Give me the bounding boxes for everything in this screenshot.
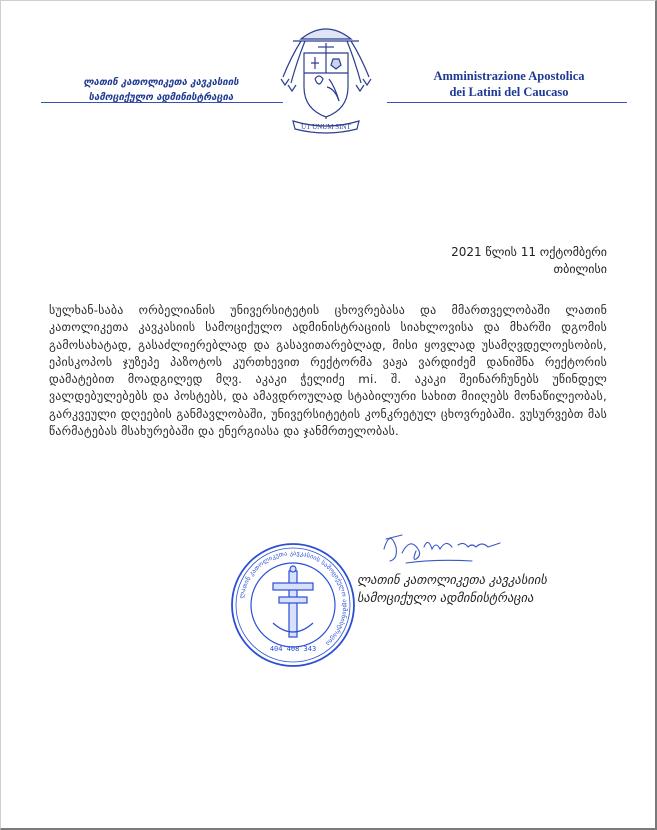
letterhead-left-line2: სამოციქულო ადმინისტრაცია <box>88 92 234 103</box>
official-seal-icon <box>229 541 357 669</box>
letterhead-right <box>399 68 619 100</box>
letter-place: თბილისი <box>553 262 607 276</box>
signature-title-line1: ლათინ კათოლიკეთა კავკასიის <box>357 572 547 587</box>
seal-number: 404 408 343 <box>269 645 317 653</box>
letterhead-right-line2: dei Latini del Caucaso <box>449 85 569 99</box>
crest-motto: UT UNUM SINT <box>301 123 351 131</box>
letterhead-left <box>61 75 261 105</box>
date-block <box>381 244 607 278</box>
letterhead-right-line1: Amministrazione Apostolica <box>433 69 585 83</box>
signature-title-line2: სამოციქულო ადმინისტრაცია <box>357 590 534 605</box>
letterhead-left-line1: ლათინ კათოლიკეთა კავკასიის <box>83 77 239 88</box>
coat-of-arms-icon <box>271 17 381 137</box>
letterhead-left-rule <box>41 102 283 103</box>
letter-body-paragraph: სულხან-საბა ორბელიანის უნივერსიტეტის ცხოვრებასა და მმართველობაში ლათინ კათოლიკეთა კავკასიის სამოციქულო ადმინისტრაციის სიახლოვისა და მხარში დგომის გამოსახატად, გასაძლიერებლად და გასავითარებლად, მისი ყოვლად უსამღვდელოესობის, ეპისკოპოს ჯუზეპე პაზოტოს კურთხევით რექტორმა ვაჟა ვარდიძემ დანიშნა რექტორის დამატებით მოადგილედ მღვ. აკაკი ჭელიძე mi. შ. აკაკი შეინარჩუნებს უწინდელ ვალდებულებებს და პოსტებს, და ამავდროულად სტაბილური სახით მიიღებს მონაწილეობას, გარკვეული დღეების განმავლობაში, უნივერსიტეტის კონკრეტულ ცხოვრებაში. ვუსურვებთ მას წარმატებას მსახურებაში და ენერგიასა და ჯანმრთელობას. <box>49 303 607 439</box>
seal-ring-text: ლათინ კათოლიკეთა კავკასიის სამოციქულო ადმინისტრაცია <box>238 549 349 647</box>
signature-title <box>357 571 597 607</box>
letter-body <box>49 302 607 440</box>
handwritten-signature-icon <box>376 519 506 571</box>
letterhead-right-rule <box>387 102 627 103</box>
letter-date: 2021 წლის 11 ოქტომბერი <box>451 245 607 259</box>
